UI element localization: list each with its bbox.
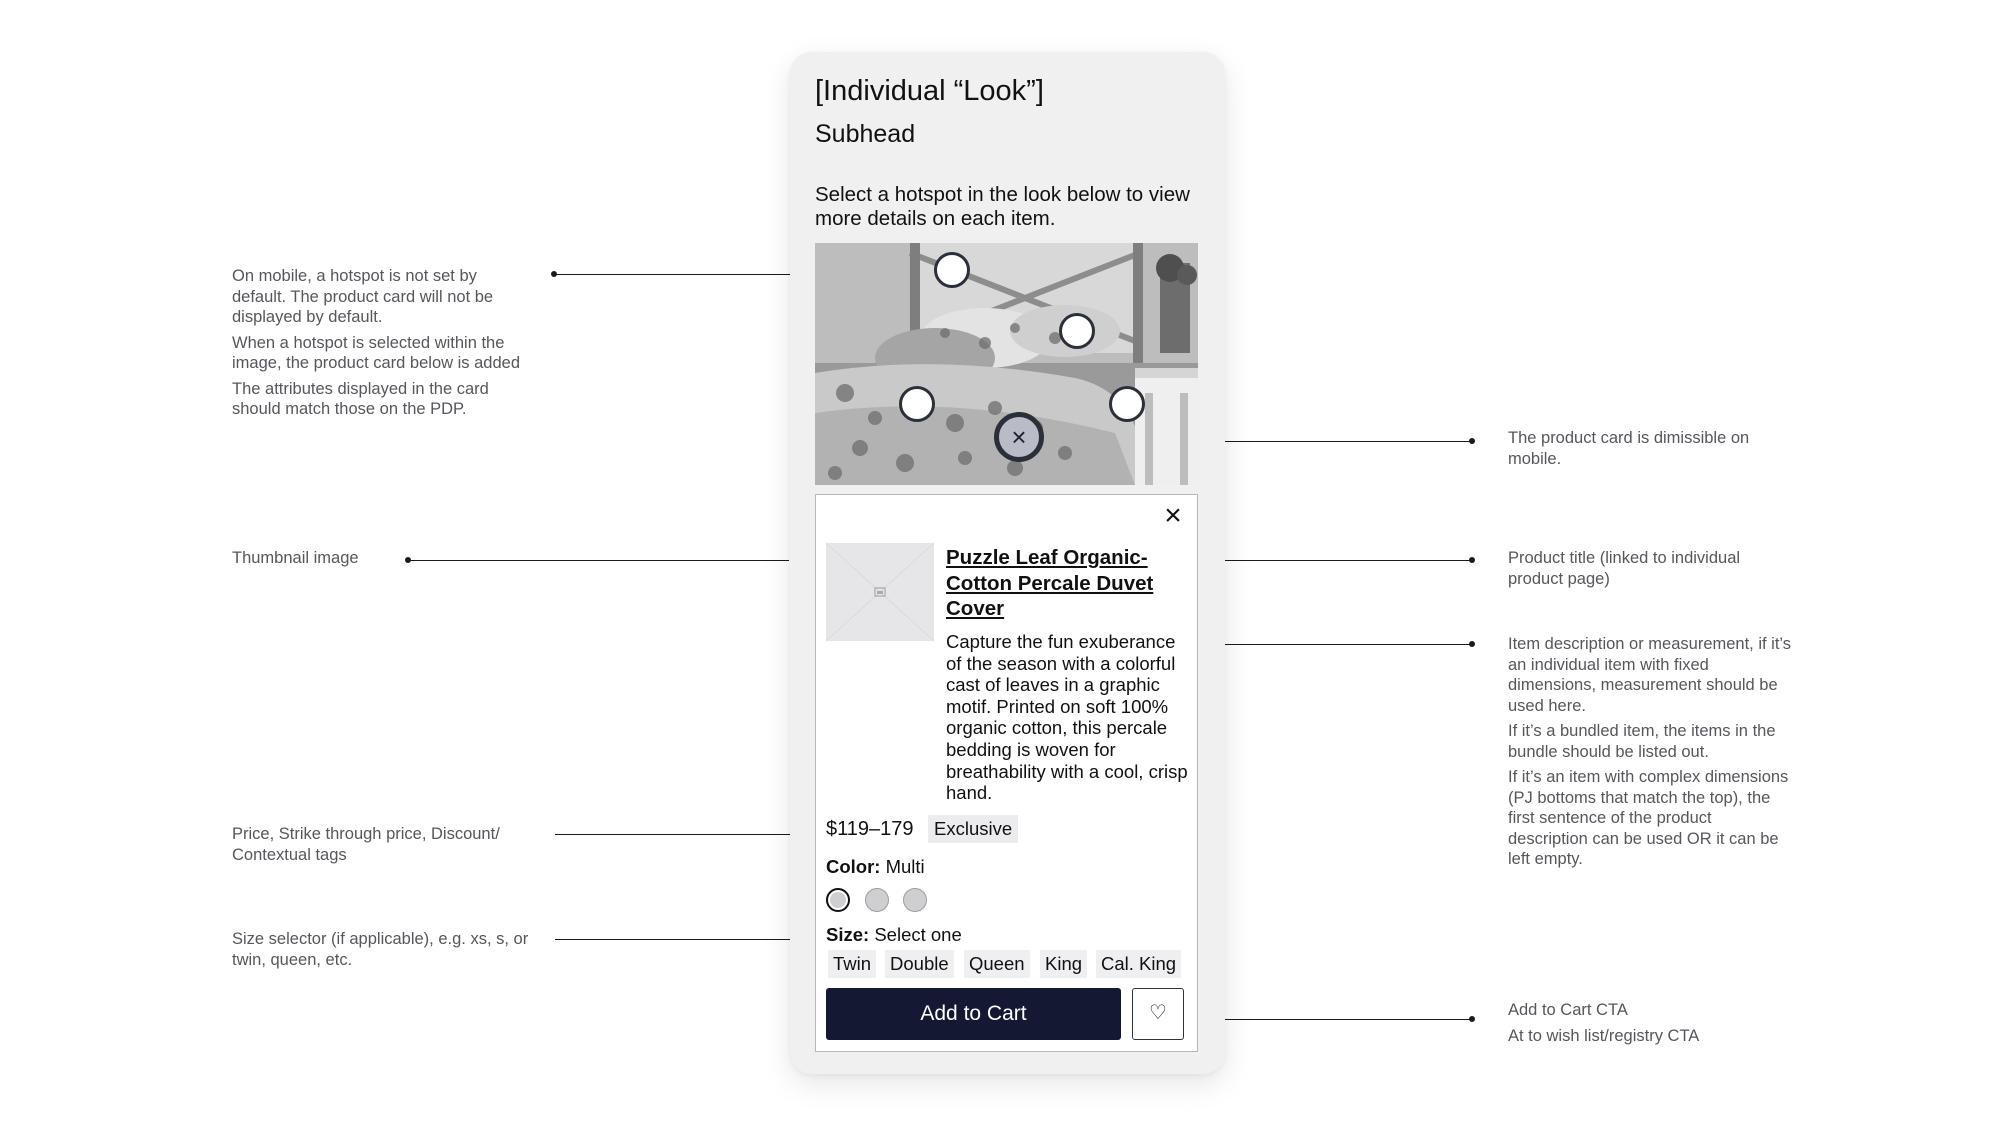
leader-dot: [1469, 1016, 1475, 1022]
leader-dot: [1469, 438, 1475, 444]
annotation-text: If it’s a bundled item, the items in the bundle should be listed out.: [1508, 722, 1776, 761]
size-option-double[interactable]: Double: [885, 950, 954, 978]
wishlist-button[interactable]: [1132, 988, 1184, 1040]
annotation-text: On mobile, a hotspot is not set by default. The product card will not be displayed by default.: [232, 267, 494, 326]
look-title: [Individual “Look”]: [815, 75, 1044, 107]
color-swatch[interactable]: [903, 888, 927, 912]
color-swatch[interactable]: [865, 888, 889, 912]
leader-line: [1190, 560, 1472, 561]
image-placeholder-icon: [826, 543, 934, 641]
annotation-text: Item description or measurement, if it’s an individual item with fixed dimensions, measurement should be used here.: [1508, 635, 1792, 715]
size-annotation: Size selector (if applicable), e.g. xs, s, or twin, queen, etc.: [232, 930, 529, 969]
close-icon: ×: [1011, 422, 1027, 452]
size-value: Select one: [874, 924, 962, 945]
color-label: [826, 856, 925, 878]
leader-line: [555, 939, 821, 940]
product-description: Capture the fun exuberance of the season with a colorful cast of leaves in a graphic motif. Printed on soft 100% organic cotton, this percale bedding is woven for breathability with a cool, crisp hand.: [946, 631, 1188, 804]
annotation-text: The attributes displayed in the card should match those on the PDP.: [232, 379, 489, 418]
add-to-cart-button[interactable]: Add to Cart: [826, 988, 1121, 1040]
annotation-text: If it’s an item with complex dimensions (PJ bottoms that match the top), the first sentence of the product description can be used OR it can be left empty.: [1508, 768, 1789, 868]
color-label-text: Color:: [826, 856, 881, 877]
color-value: Multi: [885, 856, 925, 877]
heart-icon: ♡: [1149, 1002, 1167, 1024]
exclusive-tag: Exclusive: [928, 815, 1018, 843]
size-option-queen[interactable]: Queen: [964, 950, 1030, 978]
look-subhead: Subhead: [815, 120, 916, 148]
look-instruction: Select a hotspot in the look below to view more details on each item.: [815, 183, 1190, 230]
description-annotation: [1508, 634, 1793, 875]
leader-dot: [1469, 557, 1475, 563]
size-option-king[interactable]: King: [1040, 950, 1087, 978]
hotspot-button[interactable]: [934, 252, 970, 288]
size-option-twin[interactable]: Twin: [828, 950, 876, 978]
leader-line: [408, 560, 789, 561]
product-price: $119–179: [826, 818, 914, 840]
leader-line: [1190, 644, 1472, 645]
product-title-link[interactable]: Puzzle Leaf Organic-Cotton Percale Duvet Cover: [946, 546, 1154, 620]
leader-dot: [1469, 641, 1475, 647]
look-image: [815, 243, 1198, 485]
annotation-text: When a hotspot is selected within the image, the product card below is added: [232, 333, 521, 372]
hotspot-button[interactable]: [899, 386, 935, 422]
cta-annotation: [1508, 1000, 1768, 1051]
active-hotspot-button[interactable]: [994, 412, 1044, 462]
size-option-cal-king[interactable]: Cal. King: [1096, 950, 1181, 978]
color-swatch-selected[interactable]: [826, 888, 850, 912]
annotation-text: Add to Cart CTA: [1508, 1001, 1628, 1019]
annotation-text: At to wish list/registry CTA: [1508, 1026, 1700, 1045]
title-annotation: Product title (linked to individual product page): [1508, 549, 1741, 588]
dismiss-annotation: The product card is dimissible on mobile.: [1508, 429, 1750, 468]
hotspot-button[interactable]: [1109, 386, 1145, 422]
product-thumbnail[interactable]: [826, 543, 934, 641]
close-icon[interactable]: ×: [1164, 499, 1182, 532]
price-annotation: Price, Strike through price, Discount/ Contextual tags: [232, 825, 500, 864]
thumbnail-annotation: Thumbnail image: [232, 549, 359, 567]
size-label: [826, 924, 962, 946]
size-label-text: Size:: [826, 924, 870, 945]
hotspot-button[interactable]: [1059, 313, 1095, 349]
leader-line: [555, 834, 821, 835]
leader-line: [1200, 1019, 1472, 1020]
hotspot-annotation: [232, 266, 532, 425]
